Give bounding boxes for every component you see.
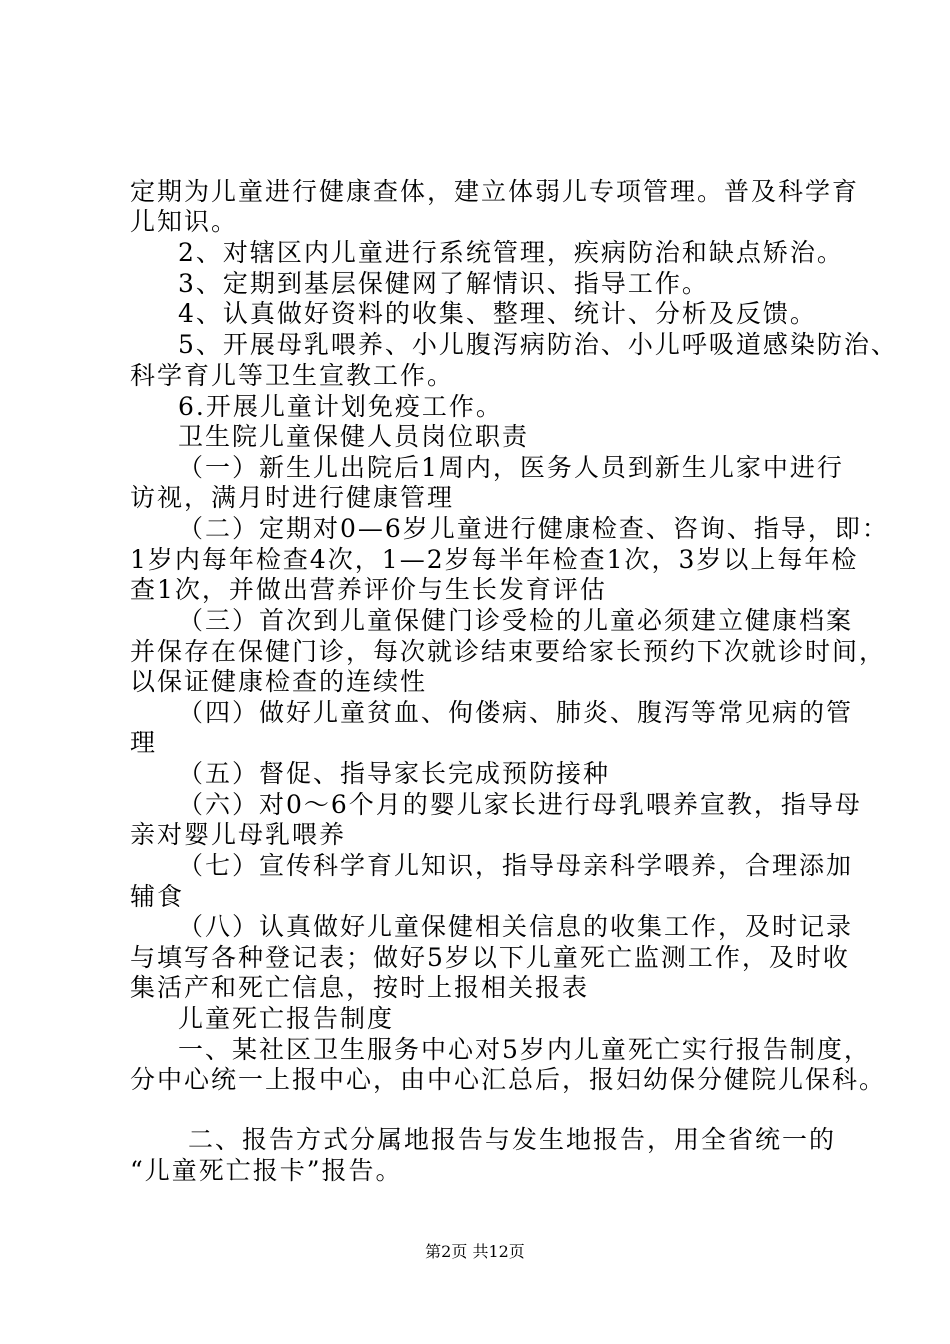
text-line: 辅食 <box>130 882 185 911</box>
text-line: 理 <box>130 728 158 757</box>
text-line: （五）督促、指导家长完成预防接种 <box>178 759 611 788</box>
text-line: （二）定期对0—6岁儿童进行健康检查、咨询、指导，即： <box>178 514 889 543</box>
text-line: 分中心统一上报中心，由中心汇总后，报妇幼保分健院儿保科。 <box>130 1065 887 1094</box>
text-line: 1岁内每年检查4次，1—2岁每半年检查1次，3岁以上每年检 <box>130 545 859 574</box>
text-line: （七）宣传科学育儿知识，指导母亲科学喂养，合理添加 <box>178 851 854 880</box>
text-line: 6.开展儿童计划免疫工作。 <box>178 392 503 421</box>
text-line: 以保证健康检查的连续性 <box>130 667 428 696</box>
text-line: 与填写各种登记表；做好5岁以下儿童死亡监测工作，及时收 <box>130 943 850 972</box>
text-line: 儿知识。 <box>130 207 239 236</box>
text-line: （六）对0～6个月的婴儿家长进行母乳喂养宣教，指导母 <box>178 790 862 819</box>
text-line: 5、开展母乳喂养、小儿腹泻病防治、小儿呼吸道感染防治、 <box>178 330 898 359</box>
text-line: 2、对辖区内儿童进行系统管理，疾病防治和缺点矫治。 <box>178 238 844 267</box>
text-line: （三）首次到儿童保健门诊受检的儿童必须建立健康档案 <box>178 606 854 635</box>
text-line: （一）新生儿出院后1周内，医务人员到新生儿家中进行 <box>178 453 844 482</box>
text-line: 科学育儿等卫生宣教工作。 <box>130 361 455 390</box>
text-line: 定期为儿童进行健康查体，建立体弱儿专项管理。普及科学育 <box>130 177 860 206</box>
page-number-footer: 第2页 共12页 <box>425 1242 525 1261</box>
section-heading: 卫生院儿童保健人员岗位职责 <box>178 422 530 451</box>
text-line: 集活产和死亡信息，按时上报相关报表 <box>130 973 590 1002</box>
text-line: 二、报告方式分属地报告与发生地报告，用全省统一的 <box>188 1125 837 1154</box>
text-line: 并保存在保健门诊，每次就诊结束要给家长预约下次就诊时间， <box>130 637 887 666</box>
text-line: 访视，满月时进行健康管理 <box>130 483 455 512</box>
text-line: “儿童死亡报卡”报告。 <box>130 1156 403 1185</box>
text-line: （八）认真做好儿童保健相关信息的收集工作，及时记录 <box>178 912 854 941</box>
text-line: 3、定期到基层保健网了解情识、指导工作。 <box>178 269 709 298</box>
text-line: 一、某社区卫生服务中心对5岁内儿童死亡实行报告制度， <box>178 1035 871 1064</box>
text-line: 查1次，并做出营养评价与生长发育评估 <box>130 575 607 604</box>
text-line: （四）做好儿童贫血、佝偻病、肺炎、腹泻等常见病的管 <box>178 698 854 727</box>
text-line: 4、认真做好资料的收集、整理、统计、分析及反馈。 <box>178 299 817 328</box>
text-line: 亲对婴儿母乳喂养 <box>130 820 347 849</box>
section-heading: 儿童死亡报告制度 <box>178 1004 395 1033</box>
